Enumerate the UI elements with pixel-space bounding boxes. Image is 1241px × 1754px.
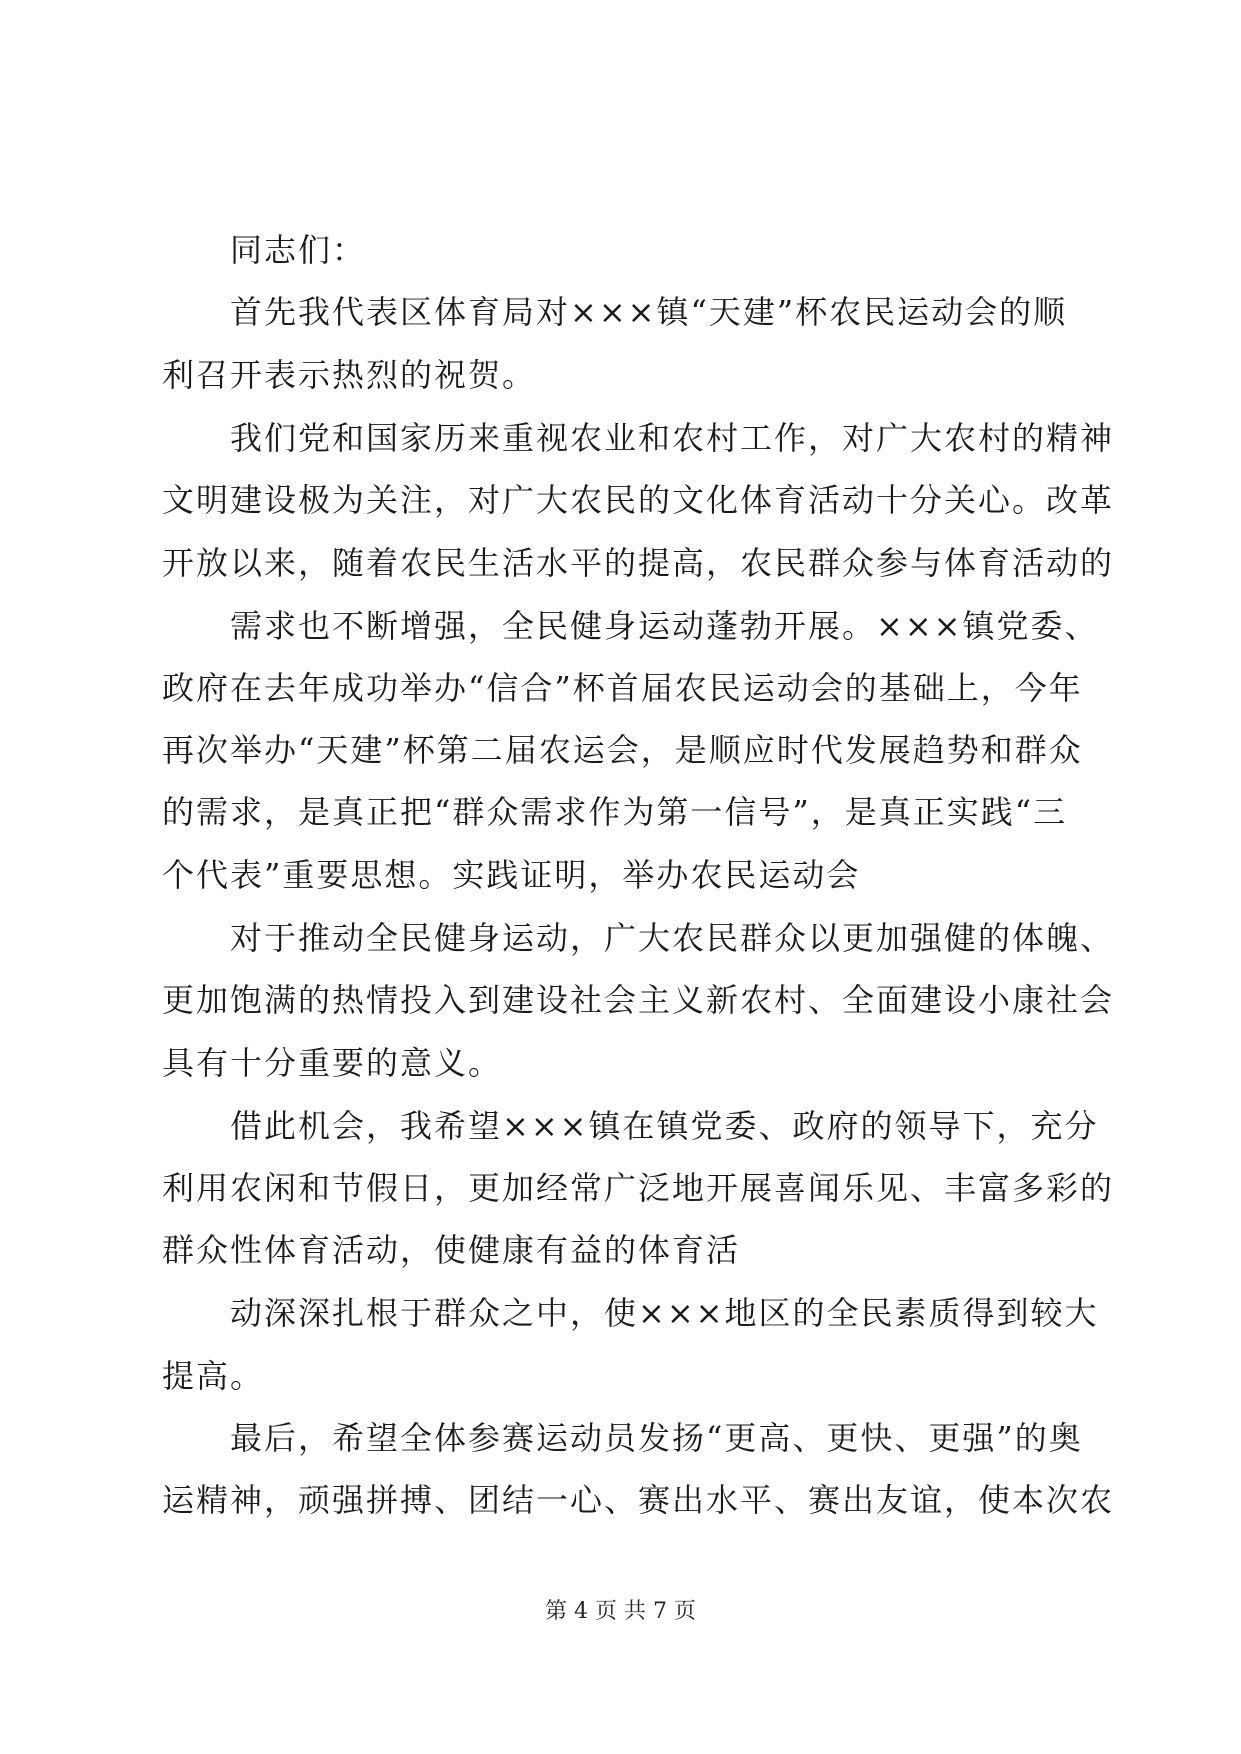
text-line: 最后，希望全体参赛运动员发扬“更高、更快、更强”的奥 — [230, 1419, 1083, 1457]
text-line: 需求也不断增强，全民健身运动蓬勃开展。×××镇党委、 — [230, 607, 1099, 645]
text-line: 利召开表示热烈的祝贺。 — [162, 356, 537, 394]
text-line: 再次举办“天建”杯第二届农运会，是顺应时代发展趋势和群众 — [162, 731, 1083, 769]
text-line: 群众性体育活动，使健康有益的体育活 — [162, 1231, 741, 1269]
text-line: 借此机会，我希望×××镇在镇党委、政府的领导下，充分 — [230, 1107, 1099, 1145]
text-line: 对于推动全民健身运动，广大农民群众以更加强健的体魄、 — [230, 919, 1115, 957]
text-line: 个代表”重要思想。实践证明，举办农民运动会 — [162, 856, 861, 894]
text-line: 具有十分重要的意义。 — [162, 1044, 503, 1082]
text-line: 开放以来，随着农民生活水平的提高，农民群众参与体育活动的 — [162, 544, 1115, 582]
text-line: 利用农闲和节假日，更加经常广泛地开展喜闻乐见、丰富多彩的 — [162, 1169, 1115, 1207]
page-number-footer: 第 4 页 共 7 页 — [545, 1599, 696, 1624]
text-line: 政府在去年成功举办“信合”杯首届农民运动会的基础上，今年 — [162, 669, 1083, 707]
text-line: 动深深扎根于群众之中，使×××地区的全民素质得到较大 — [230, 1294, 1099, 1332]
text-line: 运精神，顽强拼搏、团结一心、赛出水平、赛出友谊，使本次农 — [162, 1481, 1115, 1519]
text-line: 更加饱满的热情投入到建设社会主义新农村、全面建设小康社会 — [162, 981, 1115, 1019]
text-line: 的需求，是真正把“群众需求作为第一信号”，是真正实践“三 — [162, 793, 1068, 831]
text-line: 我们党和国家历来重视农业和农村工作，对广大农村的精神 — [230, 419, 1115, 457]
text-line: 提高。 — [162, 1357, 265, 1395]
text-line: 首先我代表区体育局对×××镇“天建”杯农民运动会的顺 — [230, 293, 1068, 331]
text-line: 同志们： — [230, 231, 367, 269]
text-line: 文明建设极为关注，对广大农民的文化体育活动十分关心。改革 — [162, 481, 1115, 519]
